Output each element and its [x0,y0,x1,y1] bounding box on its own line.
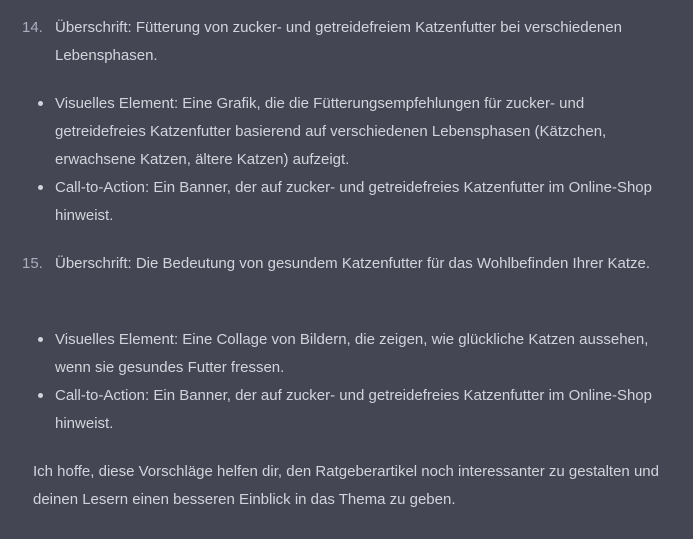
list-number: 14. [22,19,43,36]
bullet-text: Visuelles Element: Eine Collage von Bildern, die zeigen, wie glückliche Katzen aussehen, wenn sie gesundes Futter fressen. [55,331,649,376]
bullet-dot-icon [38,393,43,398]
list-item [0,14,693,70]
list-bullet [0,174,693,230]
closing-paragraph: Ich hoffe, diese Vorschläge helfen dir, den Ratgeberartikel noch interessanter zu gestalten und deinen Lesern einen besseren Einblick in das Thema zu geben. [33,463,659,508]
bullet-text: Visuelles Element: Eine Grafik, die die Fütterungsempfehlungen für zucker- und getreidefreies Katzenfutter basierend auf verschiedenen Lebensphasen (Kätzchen, erwachsene Katzen, ältere Katzen) aufzeigt. [55,95,607,168]
list-bullet [0,326,693,382]
bullet-dot-icon [38,101,43,106]
list-bullet [0,382,693,438]
list-item [0,250,693,306]
bullet-text: Call-to-Action: Ein Banner, der auf zucker- und getreidefreies Katzenfutter im Online-Shop hinweist. [55,179,652,224]
list-heading: Überschrift: Fütterung von zucker- und getreidefreiem Katzenfutter bei verschiedenen Lebensphasen. [55,19,622,64]
list-bullet [0,90,693,174]
list-number: 15. [22,255,43,272]
bullet-dot-icon [38,337,43,342]
bullet-dot-icon [38,185,43,190]
bullet-text: Call-to-Action: Ein Banner, der auf zucker- und getreidefreies Katzenfutter im Online-Shop hinweist. [55,387,652,432]
list-heading: Überschrift: Die Bedeutung von gesundem Katzenfutter für das Wohlbefinden Ihrer Katze. [55,255,651,272]
